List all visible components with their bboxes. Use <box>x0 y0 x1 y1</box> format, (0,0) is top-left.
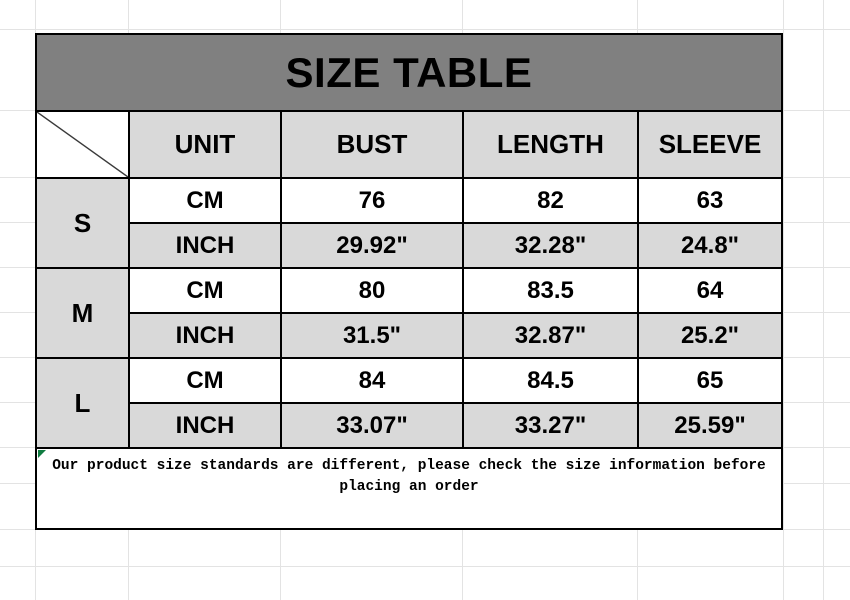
size-label-m[interactable]: M <box>37 269 128 357</box>
header-cell-unit[interactable]: UNIT <box>130 112 280 177</box>
cell-s-cm-sleeve[interactable]: 63 <box>639 179 781 222</box>
header-cell-bust[interactable]: BUST <box>282 112 462 177</box>
unit-cell-s-inch[interactable]: INCH <box>130 224 280 267</box>
header-cell-length[interactable]: LENGTH <box>464 112 637 177</box>
cell-s-inch-length[interactable]: 32.28" <box>464 224 637 267</box>
cell-l-inch-sleeve[interactable]: 25.59" <box>639 404 781 447</box>
grid-line-vertical <box>823 0 824 600</box>
grid-line-horizontal <box>0 566 850 567</box>
cell-m-inch-sleeve[interactable]: 25.2" <box>639 314 781 357</box>
cell-s-inch-sleeve[interactable]: 24.8" <box>639 224 781 267</box>
size-label-s[interactable]: S <box>37 179 128 267</box>
note-text-line2: placing an order <box>339 479 479 495</box>
diagonal-divider-icon <box>37 112 128 177</box>
cell-m-cm-length[interactable]: 83.5 <box>464 269 637 312</box>
unit-cell-m-inch[interactable]: INCH <box>130 314 280 357</box>
cell-l-inch-bust[interactable]: 33.07" <box>282 404 462 447</box>
grid-line-vertical <box>783 0 784 600</box>
unit-cell-l-cm[interactable]: CM <box>130 359 280 402</box>
unit-cell-m-cm[interactable]: CM <box>130 269 280 312</box>
header-corner-cell[interactable] <box>37 112 128 177</box>
cell-m-cm-bust[interactable]: 80 <box>282 269 462 312</box>
cell-m-inch-length[interactable]: 32.87" <box>464 314 637 357</box>
cell-s-cm-bust[interactable]: 76 <box>282 179 462 222</box>
cell-m-cm-sleeve[interactable]: 64 <box>639 269 781 312</box>
header-cell-sleeve[interactable]: SLEEVE <box>639 112 781 177</box>
cell-error-indicator-icon <box>38 450 46 458</box>
unit-cell-s-cm[interactable]: CM <box>130 179 280 222</box>
cell-l-cm-bust[interactable]: 84 <box>282 359 462 402</box>
size-label-l[interactable]: L <box>37 359 128 447</box>
note-text-line1: Our product size standards are different, please check the size information before <box>52 458 766 474</box>
cell-l-cm-sleeve[interactable]: 65 <box>639 359 781 402</box>
size-note-cell[interactable] <box>37 449 781 528</box>
size-table <box>35 33 783 530</box>
cell-s-cm-length[interactable]: 82 <box>464 179 637 222</box>
cell-l-cm-length[interactable]: 84.5 <box>464 359 637 402</box>
cell-l-inch-length[interactable]: 33.27" <box>464 404 637 447</box>
size-table-title[interactable]: SIZE TABLE <box>37 35 781 110</box>
unit-cell-l-inch[interactable]: INCH <box>130 404 280 447</box>
grid-line-horizontal <box>0 29 850 30</box>
cell-s-inch-bust[interactable]: 29.92" <box>282 224 462 267</box>
cell-m-inch-bust[interactable]: 31.5" <box>282 314 462 357</box>
